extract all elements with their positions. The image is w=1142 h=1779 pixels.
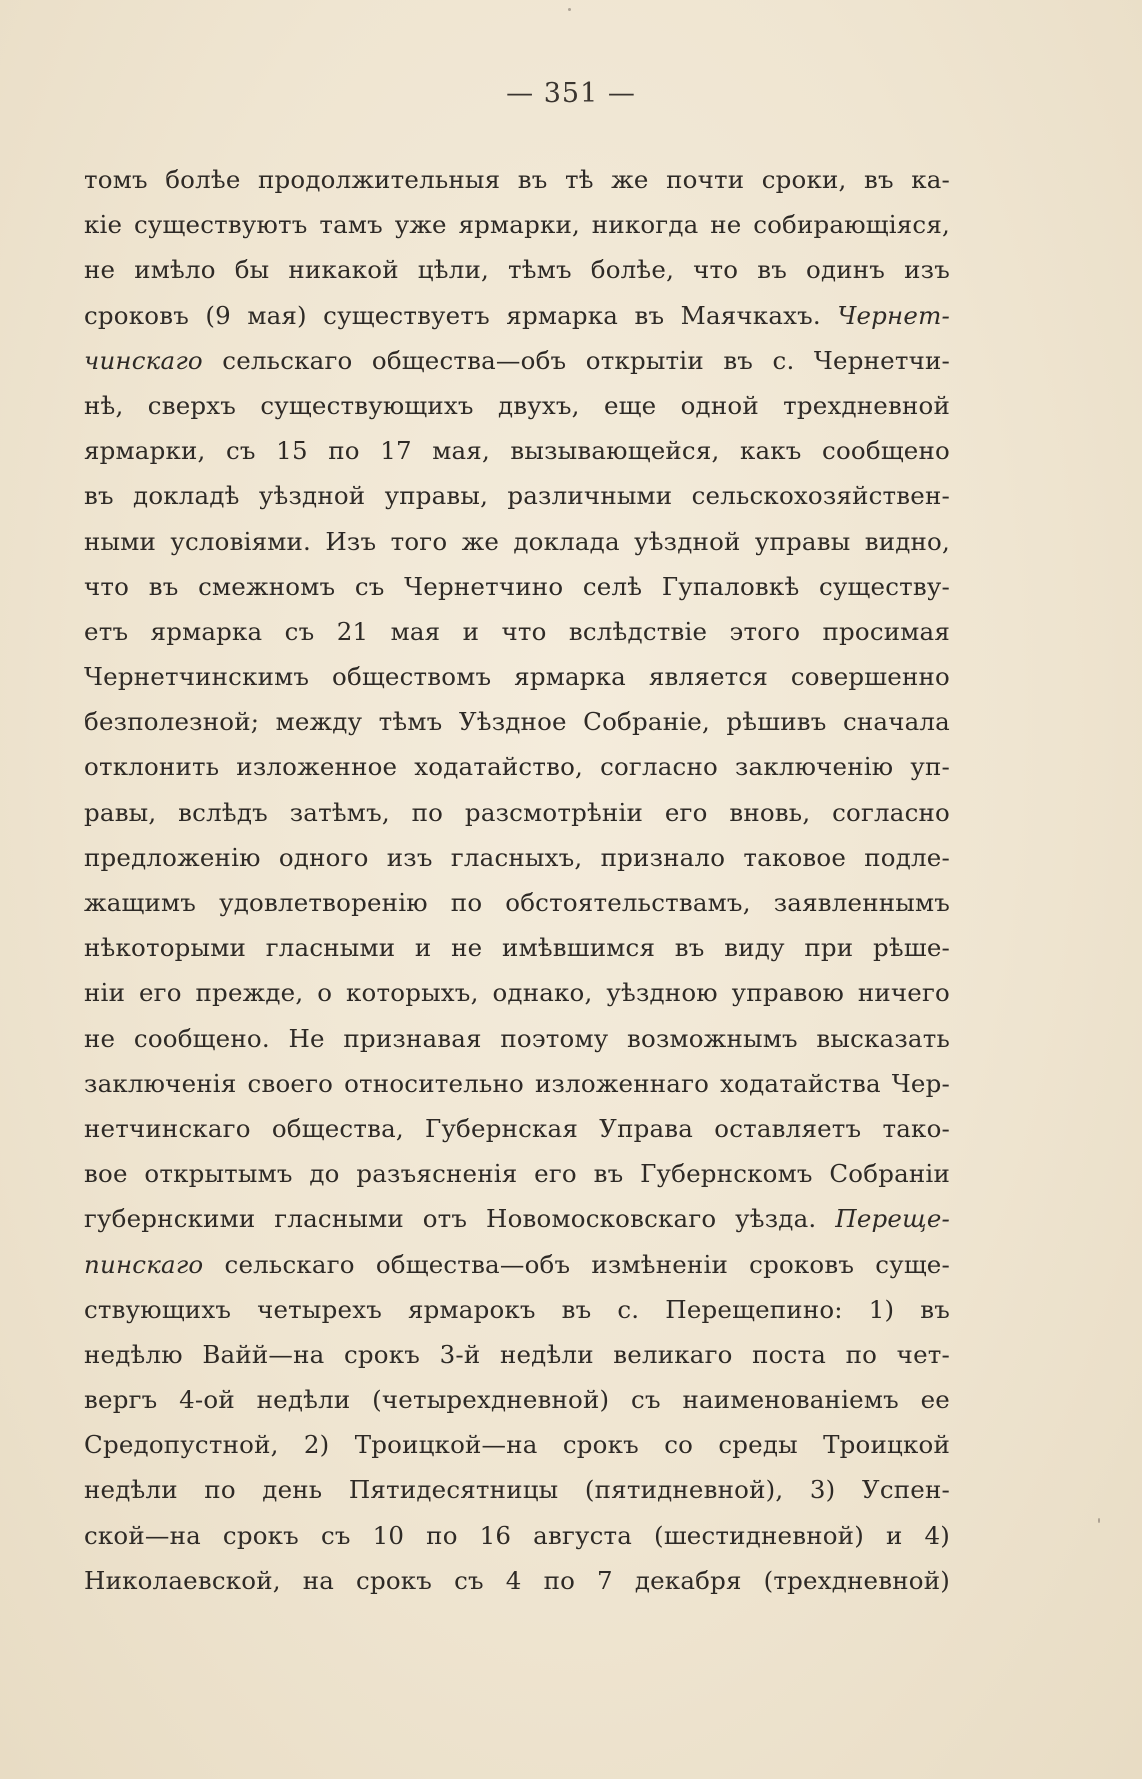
text-line — [84, 293, 950, 338]
text-line — [84, 1513, 950, 1558]
text-line — [84, 1422, 950, 1467]
text-line — [84, 428, 950, 473]
line-text: етъ ярмарка съ 21 мая и что вслѣдствіе этого просимая — [84, 616, 950, 646]
text-line — [84, 790, 950, 835]
line-text: равы, вслѣдъ затѣмъ, по разсмотрѣніи его вновь, согласно — [84, 797, 950, 827]
text-line — [84, 247, 950, 292]
text-line — [84, 338, 950, 383]
italic-term: чинскаго — [84, 345, 203, 375]
line-text: жащимъ удовлетворенію по обстоятельствамъ, заявленнымъ — [84, 888, 950, 917]
line-text: безполезной; между тѣмъ Уѣздное Собраніе, рѣшивъ сначала — [84, 707, 950, 737]
text-line — [84, 1151, 950, 1196]
line-text: губернскими гласными отъ Новомосковскаго уѣзда. — [84, 1204, 817, 1234]
paper-speck — [1098, 1518, 1100, 1523]
italic-term: Перещe- — [835, 1204, 950, 1234]
text-line — [84, 880, 950, 925]
line-text: вергъ 4-ой недѣли (четырехдневной) съ наименованіемъ ее — [84, 1385, 950, 1415]
text-line — [84, 744, 950, 789]
line-text: сельскаго общества—объ открытіи въ с. Чернетчи- — [222, 345, 950, 375]
text-line — [84, 699, 950, 744]
paper-speck — [568, 8, 571, 11]
text-line — [84, 835, 950, 880]
line-text: въ докладѣ уѣздной управы, различными сельскохозяйствен- — [84, 481, 950, 511]
line-text: недѣли по день Пятидесятницы (пятидневной), 3) Успен- — [84, 1475, 950, 1505]
line-text: сельскаго общества—объ измѣненіи сроковъ суще- — [224, 1249, 950, 1279]
text-line — [84, 1242, 950, 1287]
text-line — [84, 1106, 950, 1151]
text-line — [84, 609, 950, 654]
text-line — [84, 157, 950, 202]
line-text: не имѣло бы никакой цѣли, тѣмъ болѣе, что въ одинъ изъ — [84, 255, 950, 285]
line-text: нѣ, сверхъ существующихъ двухъ, еще одной трехдневной — [84, 390, 950, 420]
text-line — [84, 564, 950, 609]
text-line — [84, 1332, 950, 1377]
text-line — [84, 1377, 950, 1422]
line-text: не сообщено. Не признавая поэтому возможнымъ высказать — [84, 1023, 950, 1053]
text-line — [84, 473, 950, 518]
line-text: Чернетчинскимъ обществомъ ярмарка является совершенно — [84, 662, 950, 692]
line-text: ніи его прежде, о которыхъ, однако, уѣздною управою ничего — [84, 978, 950, 1008]
line-text: ными условіями. Изъ того же доклада уѣздной управы видно, — [84, 526, 950, 556]
line-text: ской—на срокъ съ 10 по 16 августа (шестидневной) и 4) — [84, 1520, 950, 1550]
text-line — [84, 202, 950, 247]
line-text: нѣкоторыми гласными и не имѣвшимся въ виду при рѣше- — [84, 933, 950, 963]
line-text: Николаевской, на срокъ съ 4 по 7 декабря (трехдневной) — [84, 1565, 950, 1595]
text-line — [84, 1467, 950, 1512]
line-text: вое открытымъ до разъясненія его въ Губернскомъ Собраніи — [84, 1159, 950, 1189]
line-text: кіе существуютъ тамъ уже ярмарки, никогда не собирающіяся, — [84, 210, 950, 240]
text-line — [84, 1196, 950, 1241]
text-line — [84, 383, 950, 428]
text-line — [84, 1016, 950, 1061]
text-line — [84, 970, 950, 1015]
text-line — [84, 1558, 950, 1603]
line-text: нетчинскаго общества, Губернская Управа оставляетъ тако- — [84, 1113, 950, 1143]
line-text: предложенію одного изъ гласныхъ, признало таковое подле- — [84, 842, 950, 872]
line-text: что въ смежномъ съ Чернетчино селѣ Гупаловкѣ существу- — [84, 571, 950, 601]
body-text — [84, 157, 950, 1603]
line-text: заключенія своего относительно изложеннаго ходатайства Чер- — [84, 1068, 950, 1098]
text-line — [84, 1287, 950, 1332]
text-line — [84, 925, 950, 970]
page-number: — 351 — — [506, 78, 636, 109]
line-text: ствующихъ четырехъ ярмарокъ въ с. Перещепино: 1) въ — [84, 1294, 950, 1324]
line-text: томъ болѣе продолжительныя въ тѣ же почти сроки, въ ка- — [84, 165, 950, 194]
text-line — [84, 1061, 950, 1106]
italic-term: пинскаго — [84, 1249, 204, 1279]
line-text: сроковъ (9 мая) существуетъ ярмарка въ Маячкахъ. — [84, 300, 821, 330]
text-line — [84, 654, 950, 699]
line-text: отклонить изложенное ходатайство, согласно заключенію уп- — [84, 752, 950, 782]
line-text: Средопустной, 2) Троицкой—на срокъ со среды Троицкой — [84, 1430, 950, 1460]
text-line — [84, 519, 950, 564]
italic-term: Чернет- — [837, 300, 950, 330]
line-text: ярмарки, съ 15 по 17 мая, вызывающейся, какъ сообщено — [84, 436, 950, 466]
line-text: недѣлю Вайй—на срокъ 3-й недѣли великаго поста по чет- — [84, 1339, 950, 1369]
